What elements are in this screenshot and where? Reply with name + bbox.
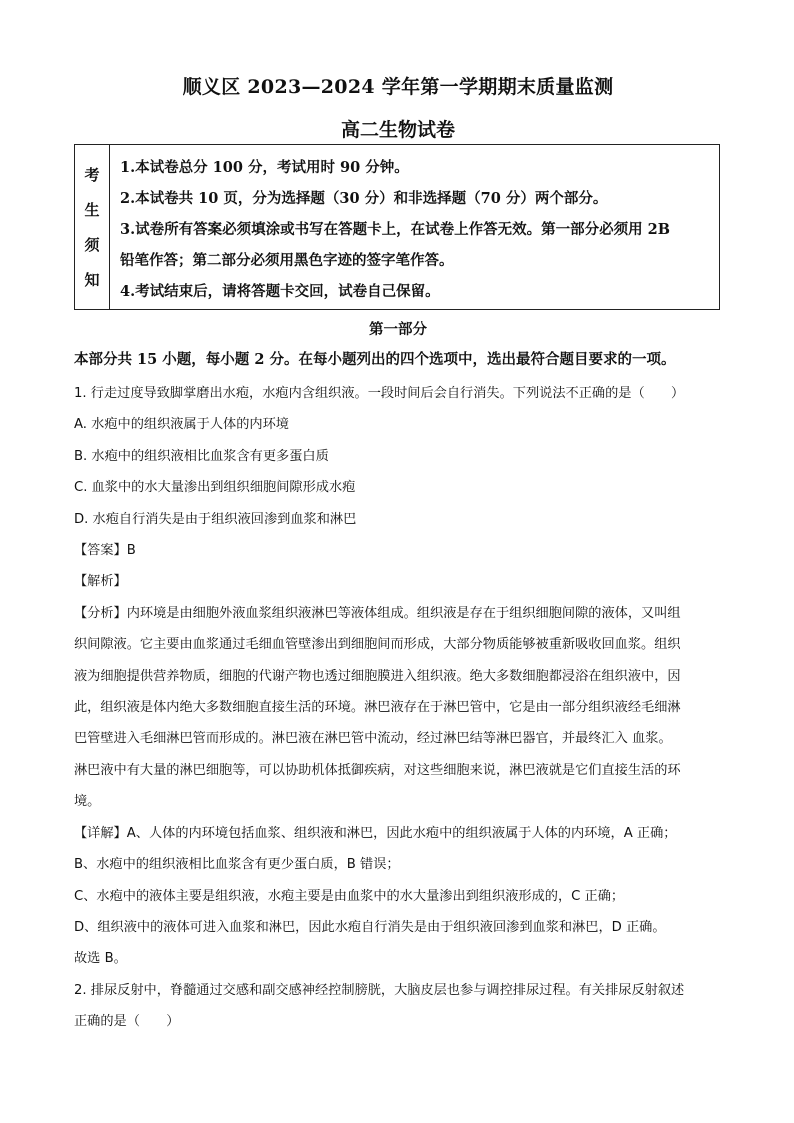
section-title: 第一部分 (369, 321, 427, 338)
notice-item: 2.本试卷共 10 页，分为选择题（30 分）和非选择题（70 分）两个部分。 (120, 190, 608, 207)
analysis-label: 【解析】 (74, 574, 127, 590)
fenxi-line (74, 598, 724, 629)
xiangjie-label: 【详解】 (74, 825, 127, 841)
notice-label-char: 须 (84, 236, 100, 254)
exam-title: 顺义区 2023—2024 学年第一学期期末质量监测 (182, 76, 614, 98)
question-1-option-b: B. 水疱中的组织液相比血浆含有更多蛋白质 (74, 448, 329, 464)
question-2-stem: 正确的是（ ） (74, 1014, 180, 1030)
notice-item: 1.本试卷总分 100 分，考试用时 90 分钟。 (120, 159, 409, 176)
answer-label: 【答案】 (74, 543, 127, 559)
answer-value: B (126, 543, 136, 559)
answer-line (74, 535, 724, 566)
question-2-stem: 2. 排尿反射中，脊髓通过交感和副交感神经控制膀胱，大脑皮层也参与调控排尿过程。有关排尿反射叙述 (74, 982, 685, 998)
fenxi-label: 【分析】 (74, 605, 127, 621)
question-1-option-d: D. 水疱自行消失是由于组织液回渗到血浆和淋巴 (74, 511, 357, 527)
notice-items (110, 145, 719, 309)
xiangjie-text: A、人体的内环境包括血浆、组织液和淋巴，因此水疱中的组织液属于人体的内环境，A 正确； (126, 825, 677, 841)
notice-label-char: 生 (84, 201, 100, 219)
fenxi-text: 液为细胞提供营养物质，细胞的代谢产物也透过细胞膜进入组织液。绝大多数细胞都浸浴在组织液中，因 (74, 668, 681, 684)
fenxi-text: 此，组织液是体内绝大多数细胞直接生活的环境。淋巴液存在于淋巴管中，它是由一部分组织液经毛细淋 (74, 700, 681, 716)
notice-label-char: 知 (84, 271, 100, 289)
fenxi-text: 巴管壁进入毛细淋巴管而形成的。淋巴液在淋巴管中流动，经过淋巴结等淋巴器官，并最终汇入 血浆。 (74, 731, 672, 747)
notice-item: 4.考试结束后，请将答题卡交回，试卷自己保留。 (120, 283, 440, 300)
xiangjie-line (74, 818, 724, 849)
question-1-option-c: C. 血浆中的水大量渗出到组织细胞间隙形成水疱 (74, 480, 356, 496)
notice-box (74, 144, 720, 310)
xiangjie-text: D、组织液中的液体可进入血浆和淋巴，因此水疱自行消失是由于组织液回渗到血浆和淋巴，D 正确。 (74, 919, 666, 935)
section-intro: 本部分共 15 小题，每小题 2 分。在每小题列出的四个选项中，选出最符合题目要求的一项。 (74, 351, 676, 368)
notice-label-char: 考 (84, 166, 100, 184)
xiangjie-text: C、水疱中的液体主要是组织液，水疱主要是由血浆中的水大量渗出到组织液形成的，C 正确； (74, 888, 625, 904)
question-1-option-a: A. 水疱中的组织液属于人体的内环境 (74, 417, 289, 433)
xiangjie-text: 故选 B。 (74, 951, 127, 967)
fenxi-text: 境。 (74, 794, 101, 810)
question-content (74, 378, 724, 1038)
exam-subtitle: 高二生物试卷 (340, 119, 455, 141)
notice-item: 3.试卷所有答案必须填涂或书写在答题卡上，在试卷上作答无效。第一部分必须用 2B (120, 221, 671, 238)
fenxi-text: 织间隙液。它主要由血浆通过毛细血管壁渗出到细胞间而形成，大部分物质能够被重新吸收回血浆。组织 (74, 637, 681, 653)
fenxi-text: 内环境是由细胞外液血浆组织液淋巴等液体组成。组织液是存在于组织细胞间隙的液体，又叫组 (126, 605, 681, 621)
fenxi-text: 淋巴液中有大量的淋巴细胞等，可以协助机体抵御疾病，对这些细胞来说，淋巴液就是它们直接生活的环 (74, 762, 681, 778)
question-1-stem: 1. 行走过度导致脚掌磨出水疱，水疱内含组织液。一段时间后会自行消失。下列说法不正确的是（ ） (74, 386, 685, 401)
notice-item: 铅笔作答；第二部分必须用黑色字迹的签字笔作答。 (120, 252, 454, 269)
xiangjie-text: B、水疱中的组织液相比血浆含有更少蛋白质，B 错误； (74, 857, 400, 873)
notice-label (75, 145, 110, 309)
